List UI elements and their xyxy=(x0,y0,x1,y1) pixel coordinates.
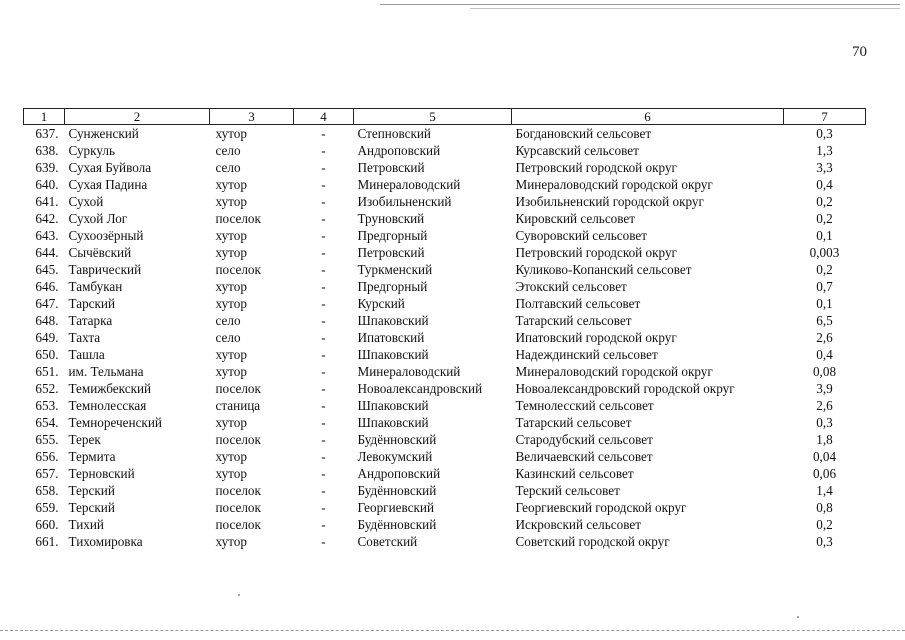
value-cell: 6,5 xyxy=(816,313,833,328)
settlement-type: хутор xyxy=(215,296,247,311)
page-number: 70 xyxy=(852,44,867,60)
table-header-row xyxy=(24,109,866,125)
municipality-name: Этокский сельсовет xyxy=(515,279,627,294)
value-cell: 0,1 xyxy=(816,228,833,243)
row-number: 641. xyxy=(35,194,59,209)
row-number: 660. xyxy=(35,517,59,532)
row-number: 655. xyxy=(35,432,59,447)
district-name: Шпаковский xyxy=(357,347,429,362)
district-name: Предгорный xyxy=(357,279,428,294)
dash-cell: - xyxy=(321,483,326,498)
municipality-name: Георгиевский городской округ xyxy=(515,500,687,515)
district-name: Шпаковский xyxy=(357,313,429,328)
table-row xyxy=(24,431,866,448)
table-row xyxy=(24,142,866,159)
settlement-type: поселок xyxy=(215,262,261,277)
district-name: Георгиевский xyxy=(357,500,435,515)
settlement-type: хутор xyxy=(215,177,247,192)
settlement-name: Татарка xyxy=(68,313,113,328)
settlement-type: поселок xyxy=(215,517,261,532)
value-cell: 1,3 xyxy=(816,143,833,158)
scan-speck xyxy=(238,594,240,596)
settlement-name: Терский xyxy=(68,483,115,498)
municipality-name: Минераловодский городской округ xyxy=(515,177,713,192)
settlement-name: Сухой Лог xyxy=(68,211,128,226)
municipality-name: Советский городской округ xyxy=(515,534,670,549)
district-name: Шпаковский xyxy=(357,398,429,413)
settlement-type: поселок xyxy=(215,483,261,498)
municipality-name: Темнолесский сельсовет xyxy=(515,398,654,413)
row-number: 643. xyxy=(35,228,59,243)
value-cell: 0,2 xyxy=(816,211,833,226)
settlements-table xyxy=(23,108,866,550)
municipality-name: Изобильненский городской округ xyxy=(515,194,704,209)
district-name: Будённовский xyxy=(357,483,437,498)
dash-cell: - xyxy=(321,449,326,464)
table-row xyxy=(24,465,866,482)
dash-cell: - xyxy=(321,262,326,277)
row-number: 658. xyxy=(35,483,59,498)
district-name: Шпаковский xyxy=(357,415,429,430)
district-name: Петровский xyxy=(357,160,425,175)
value-cell: 0,4 xyxy=(816,347,833,362)
settlement-type: хутор xyxy=(215,364,247,379)
district-name: Степновский xyxy=(357,126,431,141)
municipality-name: Богдановский сельсовет xyxy=(515,126,652,141)
row-number: 659. xyxy=(35,500,59,515)
settlement-type: хутор xyxy=(215,228,247,243)
table-body xyxy=(24,125,866,551)
table-row xyxy=(24,448,866,465)
row-number: 653. xyxy=(35,398,59,413)
dash-cell: - xyxy=(321,517,326,532)
dash-cell: - xyxy=(321,432,326,447)
row-number: 648. xyxy=(35,313,59,328)
scan-edge-top-inner xyxy=(470,8,900,9)
municipality-name: Кировский сельсовет xyxy=(515,211,636,226)
municipality-name: Петровский городской округ xyxy=(515,160,677,175)
settlement-type: хутор xyxy=(215,194,247,209)
value-cell: 3,9 xyxy=(816,381,833,396)
dash-cell: - xyxy=(321,296,326,311)
table-row xyxy=(24,380,866,397)
district-name: Петровский xyxy=(357,245,425,260)
value-cell: 0,7 xyxy=(816,279,833,294)
dash-cell: - xyxy=(321,245,326,260)
value-cell: 2,6 xyxy=(816,398,833,413)
value-cell: 2,6 xyxy=(816,330,833,345)
settlement-name: Сухоозёрный xyxy=(68,228,144,243)
dash-cell: - xyxy=(321,330,326,345)
table-row xyxy=(24,210,866,227)
table-row xyxy=(24,159,866,176)
settlement-name: Сухая Падина xyxy=(68,177,148,192)
settlement-name: Терский xyxy=(68,500,115,515)
dash-cell: - xyxy=(321,228,326,243)
settlement-type: поселок xyxy=(215,500,261,515)
settlement-type: село xyxy=(215,313,241,328)
settlement-type: хутор xyxy=(215,126,247,141)
settlement-name: Сухой xyxy=(68,194,104,209)
dash-cell: - xyxy=(321,211,326,226)
dash-cell: - xyxy=(321,381,326,396)
row-number: 650. xyxy=(35,347,59,362)
settlement-type: поселок xyxy=(215,211,261,226)
table-row xyxy=(24,482,866,499)
settlement-name: Терек xyxy=(68,432,101,447)
district-name: Будённовский xyxy=(357,432,437,447)
settlement-name: Тихий xyxy=(68,517,104,532)
table-row xyxy=(24,363,866,380)
row-number: 639. xyxy=(35,160,59,175)
settlement-name: Тихомировка xyxy=(68,534,143,549)
row-number: 651. xyxy=(35,364,59,379)
dash-cell: - xyxy=(321,500,326,515)
district-name: Будённовский xyxy=(357,517,437,532)
district-name: Предгорный xyxy=(357,228,428,243)
settlement-type: хутор xyxy=(215,466,247,481)
dash-cell: - xyxy=(321,126,326,141)
district-name: Изобильненский xyxy=(357,194,452,209)
settlement-type: хутор xyxy=(215,534,247,549)
value-cell: 3,3 xyxy=(816,160,833,175)
district-name: Андроповский xyxy=(357,143,441,158)
dash-cell: - xyxy=(321,364,326,379)
scan-edge-bottom xyxy=(0,630,905,631)
row-number: 642. xyxy=(35,211,59,226)
dash-cell: - xyxy=(321,415,326,430)
table-row xyxy=(24,329,866,346)
settlement-type: хутор xyxy=(215,245,247,260)
settlement-type: хутор xyxy=(215,449,247,464)
column-header: 7 xyxy=(784,109,866,125)
row-number: 647. xyxy=(35,296,59,311)
row-number: 645. xyxy=(35,262,59,277)
settlement-type: поселок xyxy=(215,381,261,396)
row-number: 637. xyxy=(35,126,59,141)
table-row xyxy=(24,227,866,244)
row-number: 640. xyxy=(35,177,59,192)
table-row xyxy=(24,533,866,550)
table-row xyxy=(24,414,866,431)
settlement-type: село xyxy=(215,160,241,175)
municipality-name: Величаевский сельсовет xyxy=(515,449,653,464)
district-name: Ипатовский xyxy=(357,330,425,345)
settlement-name: Таврический xyxy=(68,262,142,277)
settlement-type: хутор xyxy=(215,347,247,362)
municipality-name: Ипатовский городской округ xyxy=(515,330,677,345)
value-cell: 0,04 xyxy=(812,449,837,464)
value-cell: 1,8 xyxy=(816,432,833,447)
table-row xyxy=(24,193,866,210)
row-number: 656. xyxy=(35,449,59,464)
row-number: 652. xyxy=(35,381,59,396)
municipality-name: Стародубский сельсовет xyxy=(515,432,653,447)
table-row xyxy=(24,176,866,193)
dash-cell: - xyxy=(321,347,326,362)
settlement-type: станица xyxy=(215,398,261,413)
column-header: 1 xyxy=(24,109,65,125)
settlement-name: Терновский xyxy=(68,466,135,481)
value-cell: 0,06 xyxy=(812,466,837,481)
district-name: Минераловодский xyxy=(357,177,461,192)
settlement-name: Тамбукан xyxy=(68,279,123,294)
settlement-name: Термита xyxy=(68,449,116,464)
dash-cell: - xyxy=(321,398,326,413)
dash-cell: - xyxy=(321,194,326,209)
value-cell: 0,3 xyxy=(816,126,833,141)
settlement-name: Темнореченский xyxy=(68,415,162,430)
municipality-name: Курсавский сельсовет xyxy=(515,143,639,158)
district-name: Труновский xyxy=(357,211,425,226)
settlement-name: Темнолесская xyxy=(68,398,147,413)
table-row xyxy=(24,278,866,295)
district-name: Туркменский xyxy=(357,262,433,277)
settlement-name: Сычёвский xyxy=(68,245,132,260)
district-name: Минераловодский xyxy=(357,364,461,379)
value-cell: 0,8 xyxy=(816,500,833,515)
municipality-name: Терский сельсовет xyxy=(515,483,620,498)
municipality-name: Минераловодский городской округ xyxy=(515,364,713,379)
row-number: 657. xyxy=(35,466,59,481)
row-number: 649. xyxy=(35,330,59,345)
row-number: 661. xyxy=(35,534,59,549)
settlement-name: Суркуль xyxy=(68,143,115,158)
table-row xyxy=(24,346,866,363)
district-name: Курский xyxy=(357,296,405,311)
settlement-type: поселок xyxy=(215,432,261,447)
settlement-name: им. Тельмана xyxy=(68,364,144,379)
value-cell: 0,3 xyxy=(816,534,833,549)
table-row xyxy=(24,244,866,261)
row-number: 646. xyxy=(35,279,59,294)
value-cell: 0,4 xyxy=(816,177,833,192)
value-cell: 0,3 xyxy=(816,415,833,430)
dash-cell: - xyxy=(321,160,326,175)
value-cell: 0,003 xyxy=(809,245,840,260)
dash-cell: - xyxy=(321,279,326,294)
district-name: Андроповский xyxy=(357,466,441,481)
municipality-name: Новоалександровский городской округ xyxy=(515,381,735,396)
table-row xyxy=(24,516,866,533)
column-header: 3 xyxy=(210,109,294,125)
municipality-name: Надеждинский сельсовет xyxy=(515,347,658,362)
district-name: Советский xyxy=(357,534,418,549)
settlement-type: село xyxy=(215,330,241,345)
column-header: 6 xyxy=(512,109,784,125)
row-number: 654. xyxy=(35,415,59,430)
settlement-name: Сухая Буйвола xyxy=(68,160,152,175)
settlement-type: хутор xyxy=(215,415,247,430)
settlement-type: хутор xyxy=(215,279,247,294)
municipality-name: Петровский городской округ xyxy=(515,245,677,260)
value-cell: 0,2 xyxy=(816,194,833,209)
table-row xyxy=(24,261,866,278)
dash-cell: - xyxy=(321,466,326,481)
municipality-name: Куликово-Копанский сельсовет xyxy=(515,262,692,277)
row-number: 638. xyxy=(35,143,59,158)
settlement-name: Ташла xyxy=(68,347,105,362)
value-cell: 0,2 xyxy=(816,262,833,277)
dash-cell: - xyxy=(321,143,326,158)
column-header: 2 xyxy=(65,109,210,125)
settlement-name: Сунженский xyxy=(68,126,139,141)
municipality-name: Искровский сельсовет xyxy=(515,517,641,532)
dash-cell: - xyxy=(321,177,326,192)
table-row xyxy=(24,499,866,516)
row-number: 644. xyxy=(35,245,59,260)
district-name: Левокумский xyxy=(357,449,433,464)
dash-cell: - xyxy=(321,534,326,549)
settlement-name: Тарский xyxy=(68,296,116,311)
municipality-name: Татарский сельсовет xyxy=(515,415,632,430)
column-header: 5 xyxy=(354,109,512,125)
dash-cell: - xyxy=(321,313,326,328)
value-cell: 0,2 xyxy=(816,517,833,532)
value-cell: 1,4 xyxy=(816,483,833,498)
table-row xyxy=(24,125,866,143)
column-header: 4 xyxy=(294,109,354,125)
table-row xyxy=(24,312,866,329)
table-row xyxy=(24,295,866,312)
value-cell: 0,08 xyxy=(812,364,837,379)
municipality-name: Казинский сельсовет xyxy=(515,466,634,481)
municipality-name: Татарский сельсовет xyxy=(515,313,632,328)
value-cell: 0,1 xyxy=(816,296,833,311)
settlement-name: Тахта xyxy=(68,330,101,345)
settlement-type: село xyxy=(215,143,241,158)
district-name: Новоалександровский xyxy=(357,381,483,396)
municipality-name: Полтавский сельсовет xyxy=(515,296,641,311)
settlement-name: Темижбекский xyxy=(68,381,152,396)
scan-speck xyxy=(797,616,799,618)
scan-edge-top xyxy=(380,4,900,5)
municipality-name: Суворовский сельсовет xyxy=(515,228,647,243)
table-row xyxy=(24,397,866,414)
